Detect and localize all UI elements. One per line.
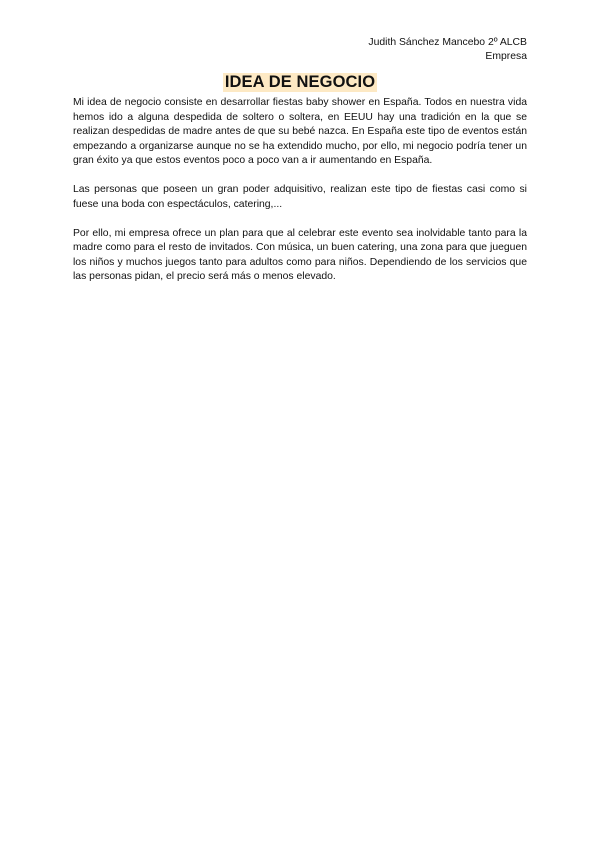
paragraph-2: Las personas que poseen un gran poder adquisitivo, realizan este tipo de fiestas casi como si fuese una boda con espectáculos, catering,... <box>73 184 527 210</box>
document-title: IDEA DE NEGOCIO <box>224 73 376 91</box>
paragraph-3: Por ello, mi empresa ofrece un plan para que al celebrar este evento sea inolvidable tanto para la madre como para el resto de invitados. Con música, un buen catering, una zona para que jueguen los niños y muchos juegos tanto para adultos como para niños. Dependiendo de los servicios que las personas pidan, el precio será más o menos elevado. <box>73 227 527 282</box>
document-header <box>368 36 527 64</box>
title-container <box>0 73 600 92</box>
author-line: Judith Sánchez Mancebo 2º ALCB <box>368 37 527 48</box>
document-body <box>73 96 527 299</box>
paragraph-1: Mi idea de negocio consiste en desarrollar fiestas baby shower en España. Todos en nuestra vida hemos ido a alguna despedida de soltero o soltera, en EEUU hay una tradición en la que se realizan despedidas de madre antes de que su bebé nazca. En España este tipo de eventos están empezando a organizarse aunque no se ha extendido mucho, por ello, mi negocio podría tener un gran éxito ya que estos eventos poco a poco van a ir aumentando en España. <box>73 97 527 166</box>
subject-line: Empresa <box>485 51 527 62</box>
